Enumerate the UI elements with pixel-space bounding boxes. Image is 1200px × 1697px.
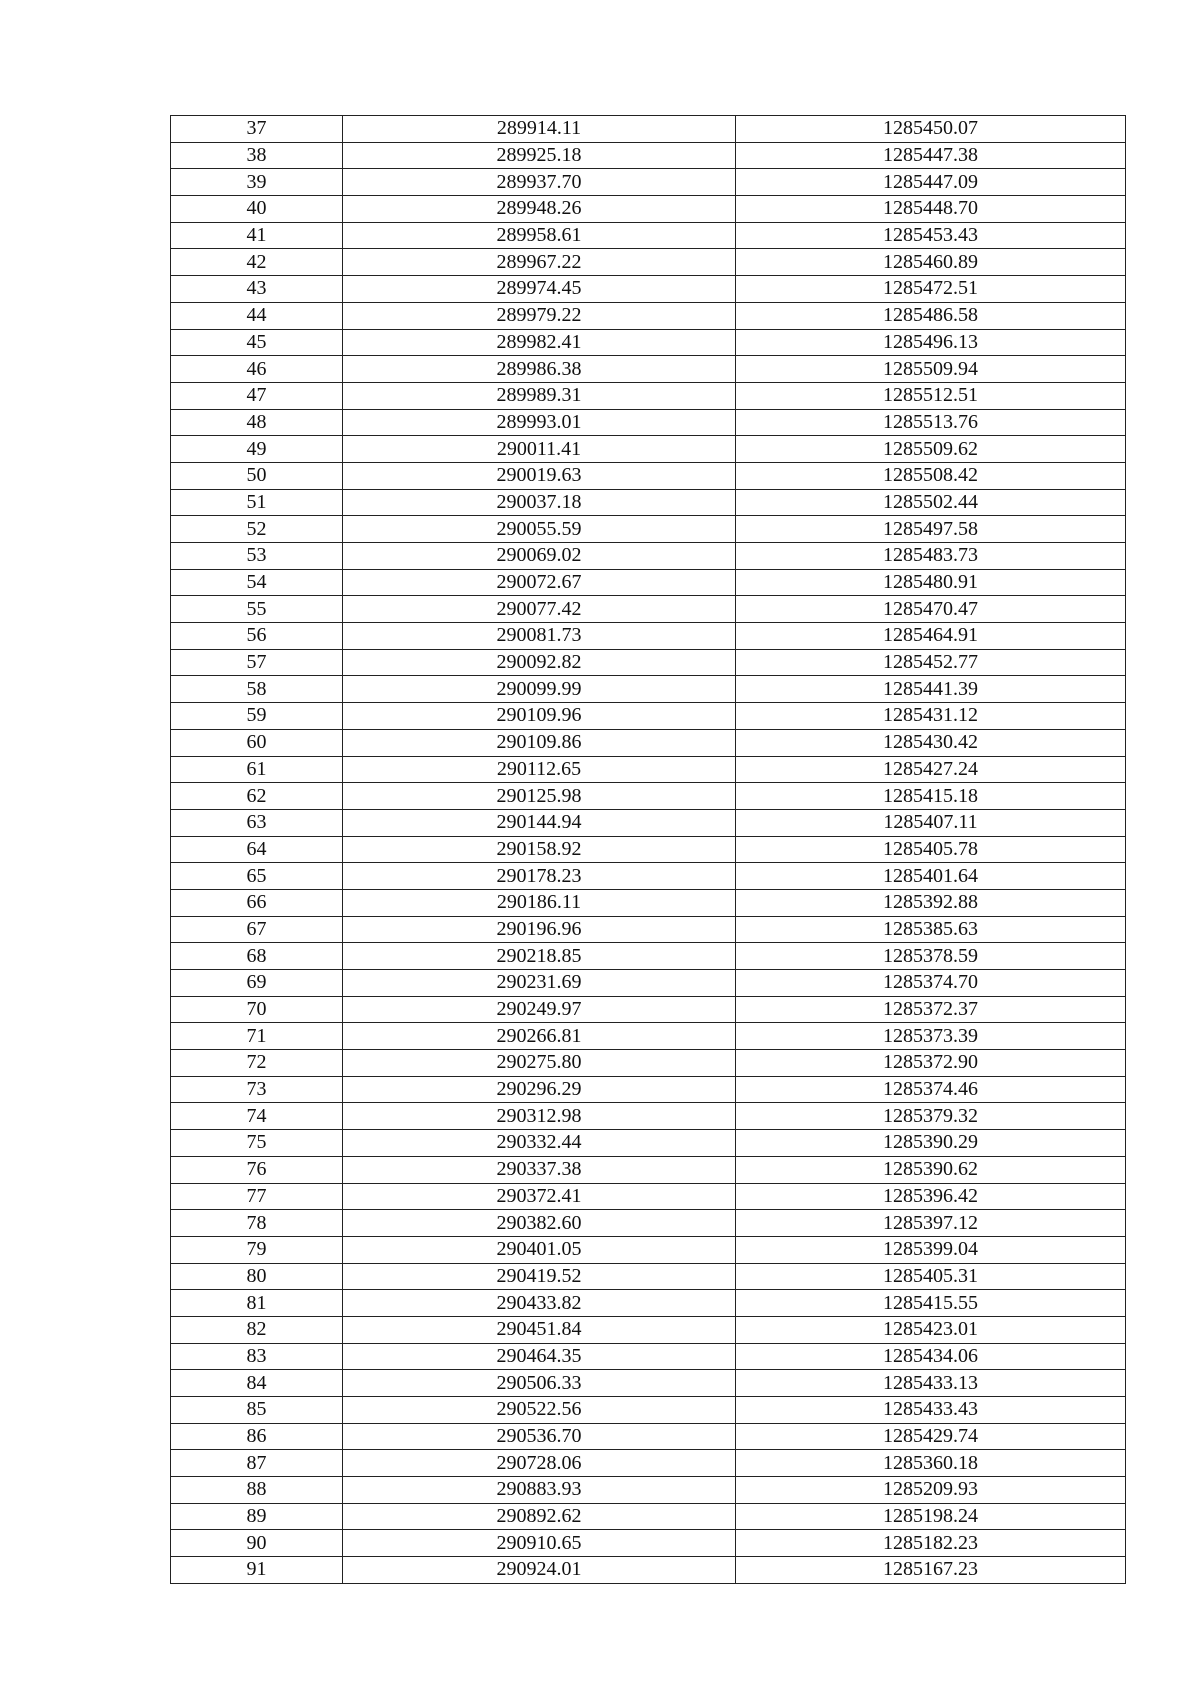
y-coordinate-cell: 1285372.37: [736, 996, 1126, 1023]
x-coordinate-cell: 290178.23: [343, 863, 736, 890]
y-coordinate-cell: 1285405.31: [736, 1263, 1126, 1290]
point-number-cell: 83: [171, 1343, 343, 1370]
point-number-cell: 63: [171, 809, 343, 836]
x-coordinate-cell: 290892.62: [343, 1503, 736, 1530]
y-coordinate-cell: 1285385.63: [736, 916, 1126, 943]
y-coordinate-cell: 1285427.24: [736, 756, 1126, 783]
table-row: [171, 1236, 1126, 1263]
x-coordinate-cell: 290401.05: [343, 1236, 736, 1263]
x-coordinate-cell: 290218.85: [343, 943, 736, 970]
x-coordinate-cell: 290092.82: [343, 649, 736, 676]
table-row: [171, 1397, 1126, 1424]
coordinates-table: [170, 115, 1126, 1584]
table-row: [171, 1450, 1126, 1477]
y-coordinate-cell: 1285415.18: [736, 783, 1126, 810]
y-coordinate-cell: 1285415.55: [736, 1290, 1126, 1317]
y-coordinate-cell: 1285431.12: [736, 703, 1126, 730]
x-coordinate-cell: 290196.96: [343, 916, 736, 943]
table-row: [171, 462, 1126, 489]
point-number-cell: 68: [171, 943, 343, 970]
y-coordinate-cell: 1285209.93: [736, 1477, 1126, 1504]
point-number-cell: 56: [171, 623, 343, 650]
table-row: [171, 623, 1126, 650]
x-coordinate-cell: 290433.82: [343, 1290, 736, 1317]
y-coordinate-cell: 1285448.70: [736, 196, 1126, 223]
x-coordinate-cell: 290332.44: [343, 1130, 736, 1157]
x-coordinate-cell: 289989.31: [343, 382, 736, 409]
table-row: [171, 1557, 1126, 1584]
point-number-cell: 45: [171, 329, 343, 356]
y-coordinate-cell: 1285182.23: [736, 1530, 1126, 1557]
x-coordinate-cell: 289914.11: [343, 116, 736, 143]
x-coordinate-cell: 289937.70: [343, 169, 736, 196]
x-coordinate-cell: 290055.59: [343, 516, 736, 543]
x-coordinate-cell: 290186.11: [343, 889, 736, 916]
y-coordinate-cell: 1285447.09: [736, 169, 1126, 196]
y-coordinate-cell: 1285373.39: [736, 1023, 1126, 1050]
point-number-cell: 86: [171, 1423, 343, 1450]
y-coordinate-cell: 1285441.39: [736, 676, 1126, 703]
point-number-cell: 64: [171, 836, 343, 863]
x-coordinate-cell: 289982.41: [343, 329, 736, 356]
point-number-cell: 90: [171, 1530, 343, 1557]
table-row: [171, 1343, 1126, 1370]
y-coordinate-cell: 1285447.38: [736, 142, 1126, 169]
table-row: [171, 1316, 1126, 1343]
point-number-cell: 46: [171, 356, 343, 383]
y-coordinate-cell: 1285434.06: [736, 1343, 1126, 1370]
table-row: [171, 676, 1126, 703]
y-coordinate-cell: 1285509.94: [736, 356, 1126, 383]
y-coordinate-cell: 1285378.59: [736, 943, 1126, 970]
table-row: [171, 809, 1126, 836]
x-coordinate-cell: 290522.56: [343, 1397, 736, 1424]
y-coordinate-cell: 1285397.12: [736, 1210, 1126, 1237]
x-coordinate-cell: 290419.52: [343, 1263, 736, 1290]
table-row: [171, 1263, 1126, 1290]
y-coordinate-cell: 1285497.58: [736, 516, 1126, 543]
x-coordinate-cell: 290072.67: [343, 569, 736, 596]
x-coordinate-cell: 290158.92: [343, 836, 736, 863]
point-number-cell: 79: [171, 1236, 343, 1263]
point-number-cell: 82: [171, 1316, 343, 1343]
point-number-cell: 67: [171, 916, 343, 943]
table-row: [171, 1023, 1126, 1050]
point-number-cell: 41: [171, 222, 343, 249]
y-coordinate-cell: 1285405.78: [736, 836, 1126, 863]
table-row: [171, 436, 1126, 463]
table-row: [171, 836, 1126, 863]
point-number-cell: 65: [171, 863, 343, 890]
table-row: [171, 1210, 1126, 1237]
table-row: [171, 409, 1126, 436]
x-coordinate-cell: 289974.45: [343, 276, 736, 303]
point-number-cell: 70: [171, 996, 343, 1023]
table-row: [171, 1103, 1126, 1130]
x-coordinate-cell: 290109.96: [343, 703, 736, 730]
y-coordinate-cell: 1285430.42: [736, 729, 1126, 756]
x-coordinate-cell: 290249.97: [343, 996, 736, 1023]
table-row: [171, 863, 1126, 890]
point-number-cell: 55: [171, 596, 343, 623]
point-number-cell: 53: [171, 543, 343, 570]
table-row: [171, 783, 1126, 810]
x-coordinate-cell: 290728.06: [343, 1450, 736, 1477]
x-coordinate-cell: 290464.35: [343, 1343, 736, 1370]
y-coordinate-cell: 1285433.43: [736, 1397, 1126, 1424]
y-coordinate-cell: 1285167.23: [736, 1557, 1126, 1584]
x-coordinate-cell: 289967.22: [343, 249, 736, 276]
x-coordinate-cell: 289979.22: [343, 302, 736, 329]
y-coordinate-cell: 1285470.47: [736, 596, 1126, 623]
y-coordinate-cell: 1285460.89: [736, 249, 1126, 276]
y-coordinate-cell: 1285399.04: [736, 1236, 1126, 1263]
point-number-cell: 89: [171, 1503, 343, 1530]
y-coordinate-cell: 1285483.73: [736, 543, 1126, 570]
table-row: [171, 169, 1126, 196]
x-coordinate-cell: 290275.80: [343, 1050, 736, 1077]
point-number-cell: 40: [171, 196, 343, 223]
x-coordinate-cell: 290910.65: [343, 1530, 736, 1557]
y-coordinate-cell: 1285464.91: [736, 623, 1126, 650]
point-number-cell: 59: [171, 703, 343, 730]
x-coordinate-cell: 290337.38: [343, 1156, 736, 1183]
point-number-cell: 51: [171, 489, 343, 516]
table-row: [171, 996, 1126, 1023]
table-row: [171, 889, 1126, 916]
point-number-cell: 61: [171, 756, 343, 783]
point-number-cell: 49: [171, 436, 343, 463]
table-row: [171, 1076, 1126, 1103]
point-number-cell: 78: [171, 1210, 343, 1237]
table-row: [171, 649, 1126, 676]
table-row: [171, 302, 1126, 329]
x-coordinate-cell: 290883.93: [343, 1477, 736, 1504]
point-number-cell: 39: [171, 169, 343, 196]
y-coordinate-cell: 1285198.24: [736, 1503, 1126, 1530]
x-coordinate-cell: 290506.33: [343, 1370, 736, 1397]
y-coordinate-cell: 1285433.13: [736, 1370, 1126, 1397]
y-coordinate-cell: 1285508.42: [736, 462, 1126, 489]
table-row: [171, 943, 1126, 970]
table-row: [171, 569, 1126, 596]
y-coordinate-cell: 1285407.11: [736, 809, 1126, 836]
y-coordinate-cell: 1285390.62: [736, 1156, 1126, 1183]
x-coordinate-cell: 290125.98: [343, 783, 736, 810]
x-coordinate-cell: 290069.02: [343, 543, 736, 570]
table-row: [171, 1530, 1126, 1557]
y-coordinate-cell: 1285486.58: [736, 302, 1126, 329]
point-number-cell: 47: [171, 382, 343, 409]
x-coordinate-cell: 289993.01: [343, 409, 736, 436]
x-coordinate-cell: 290372.41: [343, 1183, 736, 1210]
point-number-cell: 72: [171, 1050, 343, 1077]
x-coordinate-cell: 290099.99: [343, 676, 736, 703]
table-row: [171, 249, 1126, 276]
point-number-cell: 38: [171, 142, 343, 169]
table-row: [171, 1477, 1126, 1504]
y-coordinate-cell: 1285392.88: [736, 889, 1126, 916]
point-number-cell: 50: [171, 462, 343, 489]
point-number-cell: 60: [171, 729, 343, 756]
table-row: [171, 1156, 1126, 1183]
point-number-cell: 71: [171, 1023, 343, 1050]
point-number-cell: 69: [171, 970, 343, 997]
point-number-cell: 58: [171, 676, 343, 703]
table-row: [171, 596, 1126, 623]
table-row: [171, 1423, 1126, 1450]
x-coordinate-cell: 290144.94: [343, 809, 736, 836]
y-coordinate-cell: 1285360.18: [736, 1450, 1126, 1477]
x-coordinate-cell: 290451.84: [343, 1316, 736, 1343]
point-number-cell: 91: [171, 1557, 343, 1584]
x-coordinate-cell: 290231.69: [343, 970, 736, 997]
x-coordinate-cell: 289958.61: [343, 222, 736, 249]
x-coordinate-cell: 290266.81: [343, 1023, 736, 1050]
table-row: [171, 382, 1126, 409]
table-row: [171, 1050, 1126, 1077]
y-coordinate-cell: 1285509.62: [736, 436, 1126, 463]
table-row: [171, 489, 1126, 516]
table-row: [171, 356, 1126, 383]
table-row: [171, 116, 1126, 143]
y-coordinate-cell: 1285502.44: [736, 489, 1126, 516]
point-number-cell: 54: [171, 569, 343, 596]
table-row: [171, 1183, 1126, 1210]
y-coordinate-cell: 1285480.91: [736, 569, 1126, 596]
point-number-cell: 37: [171, 116, 343, 143]
table-row: [171, 329, 1126, 356]
table-row: [171, 142, 1126, 169]
x-coordinate-cell: 289948.26: [343, 196, 736, 223]
point-number-cell: 84: [171, 1370, 343, 1397]
table-row: [171, 222, 1126, 249]
point-number-cell: 74: [171, 1103, 343, 1130]
table-row: [171, 1130, 1126, 1157]
y-coordinate-cell: 1285472.51: [736, 276, 1126, 303]
point-number-cell: 88: [171, 1477, 343, 1504]
x-coordinate-cell: 290019.63: [343, 462, 736, 489]
point-number-cell: 80: [171, 1263, 343, 1290]
y-coordinate-cell: 1285372.90: [736, 1050, 1126, 1077]
point-number-cell: 81: [171, 1290, 343, 1317]
y-coordinate-cell: 1285453.43: [736, 222, 1126, 249]
table-row: [171, 1503, 1126, 1530]
y-coordinate-cell: 1285496.13: [736, 329, 1126, 356]
table-row: [171, 729, 1126, 756]
table-row: [171, 1370, 1126, 1397]
point-number-cell: 76: [171, 1156, 343, 1183]
point-number-cell: 77: [171, 1183, 343, 1210]
point-number-cell: 87: [171, 1450, 343, 1477]
y-coordinate-cell: 1285390.29: [736, 1130, 1126, 1157]
x-coordinate-cell: 290924.01: [343, 1557, 736, 1584]
y-coordinate-cell: 1285513.76: [736, 409, 1126, 436]
point-number-cell: 42: [171, 249, 343, 276]
point-number-cell: 57: [171, 649, 343, 676]
y-coordinate-cell: 1285450.07: [736, 116, 1126, 143]
table-row: [171, 1290, 1126, 1317]
point-number-cell: 44: [171, 302, 343, 329]
y-coordinate-cell: 1285379.32: [736, 1103, 1126, 1130]
x-coordinate-cell: 290081.73: [343, 623, 736, 650]
x-coordinate-cell: 290037.18: [343, 489, 736, 516]
x-coordinate-cell: 289925.18: [343, 142, 736, 169]
y-coordinate-cell: 1285374.46: [736, 1076, 1126, 1103]
table-row: [171, 516, 1126, 543]
y-coordinate-cell: 1285452.77: [736, 649, 1126, 676]
point-number-cell: 43: [171, 276, 343, 303]
point-number-cell: 52: [171, 516, 343, 543]
x-coordinate-cell: 290536.70: [343, 1423, 736, 1450]
table-row: [171, 543, 1126, 570]
point-number-cell: 85: [171, 1397, 343, 1424]
x-coordinate-cell: 290011.41: [343, 436, 736, 463]
table-row: [171, 276, 1126, 303]
y-coordinate-cell: 1285401.64: [736, 863, 1126, 890]
x-coordinate-cell: 290112.65: [343, 756, 736, 783]
x-coordinate-cell: 290312.98: [343, 1103, 736, 1130]
x-coordinate-cell: 290382.60: [343, 1210, 736, 1237]
x-coordinate-cell: 290109.86: [343, 729, 736, 756]
table-row: [171, 970, 1126, 997]
table-row: [171, 703, 1126, 730]
table-body: [171, 116, 1126, 1584]
y-coordinate-cell: 1285429.74: [736, 1423, 1126, 1450]
point-number-cell: 48: [171, 409, 343, 436]
table-row: [171, 756, 1126, 783]
point-number-cell: 73: [171, 1076, 343, 1103]
point-number-cell: 75: [171, 1130, 343, 1157]
y-coordinate-cell: 1285423.01: [736, 1316, 1126, 1343]
point-number-cell: 62: [171, 783, 343, 810]
table-row: [171, 916, 1126, 943]
point-number-cell: 66: [171, 889, 343, 916]
y-coordinate-cell: 1285512.51: [736, 382, 1126, 409]
x-coordinate-cell: 290296.29: [343, 1076, 736, 1103]
x-coordinate-cell: 289986.38: [343, 356, 736, 383]
y-coordinate-cell: 1285396.42: [736, 1183, 1126, 1210]
table-row: [171, 196, 1126, 223]
y-coordinate-cell: 1285374.70: [736, 970, 1126, 997]
x-coordinate-cell: 290077.42: [343, 596, 736, 623]
